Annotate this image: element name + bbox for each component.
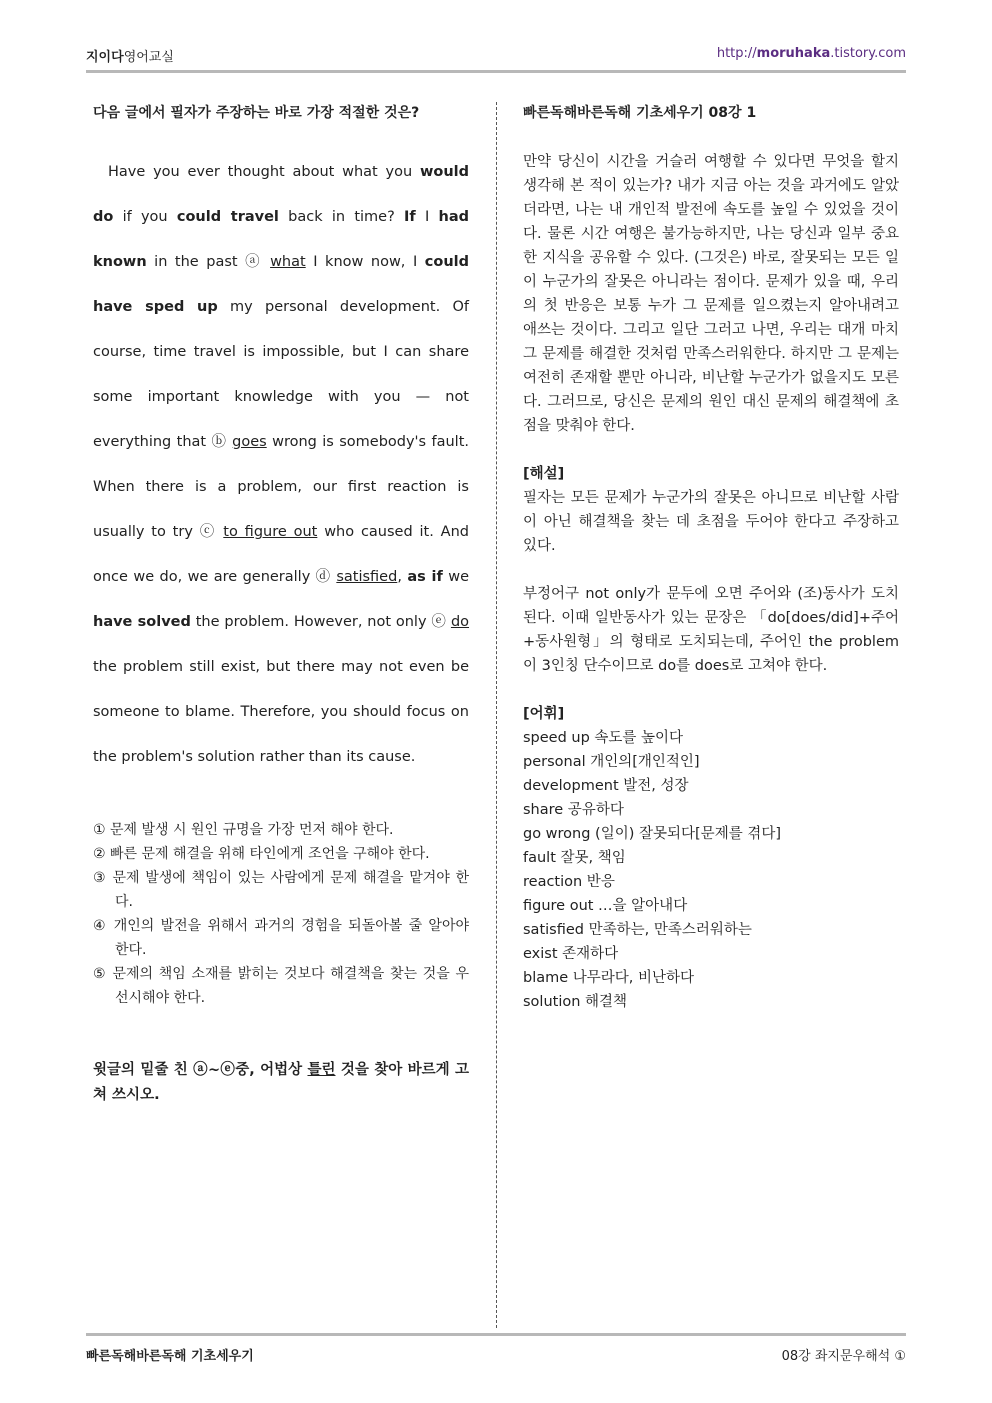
passage-text: the problem. However, not only ⓔ [190,614,451,630]
left-column [93,102,469,1123]
passage-text: if you [113,209,177,225]
explanation-heading: [해설] [523,466,565,482]
passage-bold: as if [407,569,443,585]
passage-bold: could travel [176,209,279,225]
underlined-d: satisfied [336,569,398,585]
passage-text: who caused it. And once we do, we are generally ⓓ [93,524,469,585]
underlined-e: do [450,614,470,630]
q2-pre: 윗글의 밑줄 친 ⓐ~ⓔ중, 어법상 [93,1062,308,1078]
vocab-item: satisfied 만족하는, 만족스러워하는 [523,922,752,938]
underlined-c: to figure out [223,524,318,540]
vocab-item: figure out …을 알아내다 [523,898,688,914]
url-bold: moruhaka [756,46,831,61]
answer-choices [93,818,469,1010]
url-prefix: http:// [716,46,757,61]
vocab-item: exist 존재하다 [523,946,619,962]
passage-text: wrong is somebody's fault. When there is a problem, our first reaction is usually to try ⓒ [93,434,469,540]
vocab-item: speed up 속도를 높이다 [523,730,684,746]
url-suffix: .tistory.com [830,46,906,61]
vocab-item: reaction 반응 [523,874,615,890]
passage-bold: If [404,209,416,225]
vocab-item: solution 해결책 [523,994,628,1010]
header-brand [86,46,174,65]
passage-bold: have solved [93,614,191,630]
passage-text: the problem still exist, but there may not even be someone to blame. Therefore, you should focus on the problem's solution rather than its cause. [93,659,469,765]
choice-1: ① 문제 발생 시 원인 규명을 가장 먼저 해야 한다. [93,822,394,838]
q2-post: 것을 찾아 바르게 고쳐 쓰시오. [93,1062,470,1103]
passage-text: I know now, I [305,254,425,270]
underlined-b: goes [232,434,267,450]
passage-text: we [442,569,470,585]
passage-text: Have you ever thought about what you [108,164,420,180]
vocab-item: share 공유하다 [523,802,624,818]
lesson-title: 빠른독해바른독해 기초세우기 08강 1 [523,105,757,121]
passage-text: , [397,569,408,585]
q2-underlined: 틀린 [307,1062,336,1078]
vocab-list [523,726,899,1014]
right-column [523,102,899,1014]
passage-text: in the past ⓐ [146,254,271,270]
choice-3: ③ 문제 발생에 책임이 있는 사람에게 문제 해결을 맡겨야 한다. [93,870,469,910]
question-2 [93,1058,469,1108]
vocab-item: go wrong (일이) 잘못되다[문제를 겪다] [523,826,781,842]
explanation-2: 부정어구 not only가 문두에 오면 주어와 (조)동사가 도치된다. 이때 일반동사가 있는 문장은 「do[does/did]+주어+동사원형」의 형태로 도치되는데, 주어인 the problem이 3인칭 단수이므로 do를 does로 고쳐야 한다. [523,586,899,674]
choice-4: ④ 개인의 발전을 위해서 과거의 경험을 되돌아볼 줄 알아야 한다. [93,918,469,958]
passage-text: back in time? [278,209,405,225]
footer-book-title: 빠른독해바른독해 기초세우기 [86,1349,254,1364]
vocab-item: fault 잘못, 책임 [523,850,626,866]
passage [93,150,469,780]
choice-2: ② 빠른 문제 해결을 위해 타인에게 조언을 구해야 한다. [93,846,430,862]
question-title: 다음 글에서 필자가 주장하는 바로 가장 적절한 것은? [93,105,420,121]
vocab-heading: [어휘] [523,706,565,722]
underlined-a: what [270,254,306,270]
explanation-1: 필자는 모든 문제가 누군가의 잘못은 아니므로 비난할 사람이 아닌 해결책을 찾는 데 초점을 두어야 한다고 주장하고 있다. [523,490,899,554]
passage-bold: could have sped up [93,254,469,315]
footer-page-label: 08강 좌지문우해석 ① [781,1349,906,1364]
brand-rest: 영어교실 [123,50,174,65]
column-divider [496,102,497,1328]
translation: 만약 당신이 시간을 거슬러 여행할 수 있다면 무엇을 할지 생각해 본 적이 있는가? 내가 지금 아는 것을 과거에도 알았더라면, 나는 내 개인적 발전에 속도를 높일 수 있었을 것이다. 물론 시간 여행은 불가능하지만, 나는 당신과 일부 중요한 지식을 공유할 수 있다. (그것은) 바로, 잘못되는 모든 일이 누군가의 잘못은 아니라는 점이다. 문제가 있을 때, 우리의 첫 반응은 보통 누가 그 문제를 일으켰는지 알아내려고 애쓰는 것이다. 그리고 일단 그러고 나면, 우리는 대개 마치 그 문제를 해결한 것처럼 만족스러워한다. 하지만 그 문제는 여전히 존재할 뿐만 아니라, 비난할 누군가가 없을지도 모른다. 그러므로, 당신은 문제의 원인 대신 문제의 해결책에 초점을 맞춰야 한다. [523,154,899,434]
footer-rule [86,1333,906,1336]
header-url[interactable] [717,46,906,61]
brand-bold: 지이다 [86,50,124,65]
choice-5: ⑤ 문제의 책임 소재를 밝히는 것보다 해결책을 찾는 것을 우선시해야 한다. [93,966,469,1006]
header-rule [86,70,906,73]
passage-text: I [415,209,439,225]
passage-bold: would do [93,164,469,225]
vocab-item: personal 개인의[개인적인] [523,754,700,770]
passage-bold: had known [93,209,469,270]
vocab-item: blame 나무라다, 비난하다 [523,970,695,986]
passage-text: my personal development. Of course, time travel is impossible, but I can share some important knowledge with you — not everything that ⓑ [93,299,469,450]
vocab-item: development 발전, 성장 [523,778,689,794]
